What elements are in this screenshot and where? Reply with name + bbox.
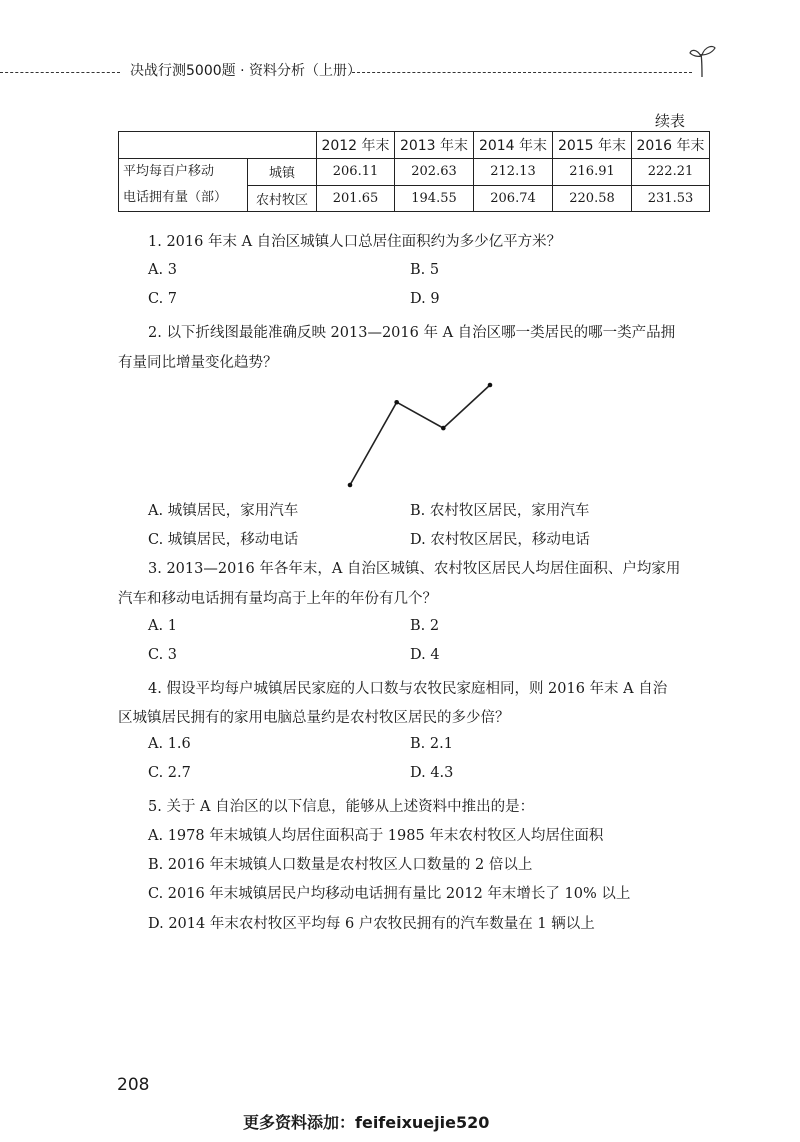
question-5-option-d[interactable]: D. 2014 年末农村牧区平均每 6 户农牧民拥有的汽车数量在 1 辆以上	[148, 916, 595, 932]
column-header: 2016 年末	[632, 132, 710, 159]
header-rule-left	[0, 72, 120, 73]
question-2-option-c[interactable]: C. 城镇居民，移动电话	[148, 532, 299, 548]
trend-points	[348, 383, 493, 488]
table-cell: 216.91	[553, 159, 632, 186]
question-5-option-b[interactable]: B. 2016 年末城镇人口数量是农村牧区人口数量的 2 倍以上	[148, 857, 533, 873]
question-5-option-c[interactable]: C. 2016 年末城镇居民户均移动电话拥有量比 2012 年末增长了 10% 以上	[148, 886, 631, 902]
question-3-option-c[interactable]: C. 3	[148, 647, 178, 663]
question-4-option-d[interactable]: D. 4.3	[410, 765, 454, 781]
row-label: 城镇	[248, 159, 317, 186]
table-cell: 212.13	[474, 159, 553, 186]
question-2-stem-line2: 有量同比增量变化趋势？	[118, 355, 278, 371]
trend-point-2013	[348, 483, 353, 488]
question-4-option-a[interactable]: A. 1.6	[148, 736, 191, 752]
question-4-stem-line1: 4. 假设平均每户城镇居民家庭的人口数与农牧民家庭相同，则 2016 年末 A 自治	[148, 681, 668, 697]
question-2-option-a[interactable]: A. 城镇居民，家用汽车	[148, 503, 299, 519]
question-3-option-b[interactable]: B. 2	[410, 618, 440, 634]
row-group-label	[119, 159, 248, 212]
table-corner-cell	[119, 132, 317, 159]
question-2-option-d[interactable]: D. 农村牧区居民，移动电话	[410, 532, 590, 548]
table-cell: 206.74	[474, 185, 553, 212]
trend-series-line	[350, 385, 490, 485]
question-1-option-b[interactable]: B. 5	[410, 262, 440, 278]
header-title: 决战行测5000题 · 资料分析（上册）	[130, 63, 361, 79]
question-3-stem-line2: 汽车和移动电话拥有量均高于上年的年份有几个？	[118, 591, 437, 607]
table-cell: 201.65	[317, 185, 395, 212]
sprout-icon	[688, 44, 718, 78]
row-group-label-line1: 平均每百户移动	[123, 164, 215, 179]
question-3-option-a[interactable]: A. 1	[148, 618, 177, 634]
table-cell: 222.21	[632, 159, 710, 186]
question-1-stem: 1. 2016 年末 A 自治区城镇人口总居住面积约为多少亿平方米？	[148, 234, 562, 250]
table-cell: 231.53	[632, 185, 710, 212]
question-3-stem-line1: 3. 2013—2016 年各年末，A 自治区城镇、农村牧区居民人均居住面积、户均家用	[148, 561, 681, 577]
row-label: 农村牧区	[248, 185, 317, 212]
question-3-option-d[interactable]: D. 4	[410, 647, 440, 663]
promo-footer: 更多资料添加：feifeixuejie520	[243, 1113, 490, 1132]
table-row	[119, 159, 710, 186]
trend-point-2015	[441, 426, 446, 431]
trend-point-2016	[488, 383, 493, 388]
question-5-option-a[interactable]: A. 1978 年末城镇人均居住面积高于 1985 年末农村牧区人均居住面积	[148, 828, 604, 844]
question-1-option-a[interactable]: A. 3	[148, 262, 177, 278]
column-header: 2012 年末	[317, 132, 395, 159]
column-header: 2014 年末	[474, 132, 553, 159]
question-1-option-d[interactable]: D. 9	[410, 291, 440, 307]
question-4-stem-line2: 区城镇居民拥有的家用电脑总量约是农村牧区居民的多少倍？	[118, 710, 510, 726]
question-5-stem: 5. 关于 A 自治区的以下信息，能够从上述资料中推出的是：	[148, 799, 535, 815]
table-cell: 206.11	[317, 159, 395, 186]
row-group-label-line2: 电话拥有量（部）	[123, 190, 228, 205]
mobile-phone-table	[118, 131, 710, 212]
table-cell: 202.63	[395, 159, 474, 186]
page-number: 208	[117, 1075, 150, 1095]
header-rule-right	[352, 72, 692, 73]
column-header: 2015 年末	[553, 132, 632, 159]
question-1-option-c[interactable]: C. 7	[148, 291, 178, 307]
question-2-option-b[interactable]: B. 农村牧区居民，家用汽车	[410, 503, 590, 519]
question-4-option-b[interactable]: B. 2.1	[410, 736, 453, 752]
trend-point-2014	[394, 400, 399, 405]
table-cell: 220.58	[553, 185, 632, 212]
table-header-row	[119, 132, 710, 159]
column-header: 2013 年末	[395, 132, 474, 159]
continued-label: 续表	[655, 112, 686, 130]
trend-line-chart	[330, 375, 510, 495]
question-4-option-c[interactable]: C. 2.7	[148, 765, 191, 781]
question-2-stem-line1: 2. 以下折线图最能准确反映 2013—2016 年 A 自治区哪一类居民的哪一类产品拥	[148, 325, 676, 341]
table-cell: 194.55	[395, 185, 474, 212]
